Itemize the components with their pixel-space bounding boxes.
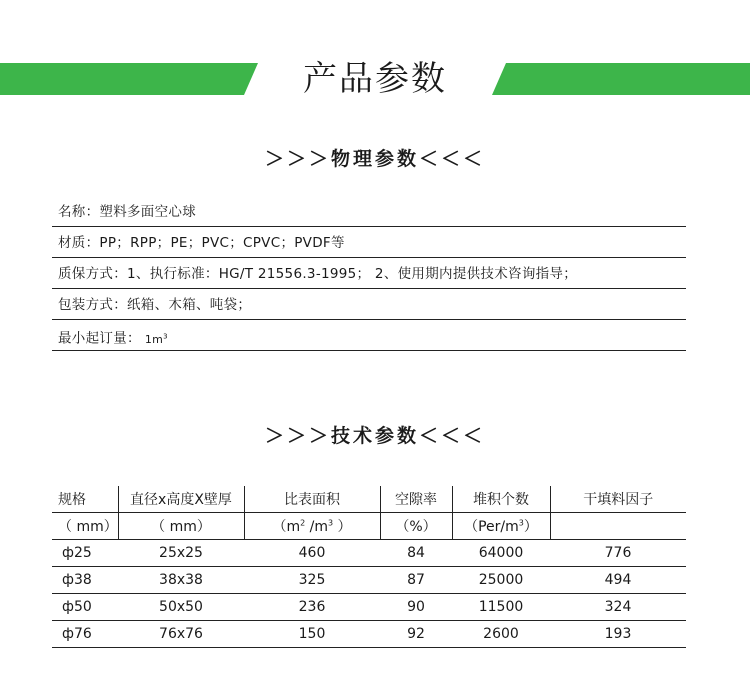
cell-count: 2600 [452,621,550,648]
material-row: 材质：PP；RPP；PE；PVC；CPVC；PVDF等 [52,227,686,258]
cell-size: 50x50 [118,594,244,621]
packaging-row: 包装方式：纸箱、木箱、吨袋； [52,289,686,320]
col-void-ratio: 空隙率 [380,486,452,513]
title-banner-right [492,63,750,95]
cell-surface-area: 325 [244,567,380,594]
cell-size: 25x25 [118,540,244,567]
col-packing-factor: 干填料因子 [550,486,686,513]
moq-row [52,320,686,351]
cell-void-ratio: 84 [380,540,452,567]
col-size: 直径x高度X壁厚 [118,486,244,513]
table-row [52,621,686,648]
cell-count: 11500 [452,594,550,621]
table-row [52,540,686,567]
unit-void-ratio: （%） [380,513,452,540]
col-spec: 规格 [52,486,118,513]
cell-spec: ф50 [52,594,118,621]
technical-params-table [52,486,686,648]
title-banner-left [0,63,258,95]
unit-size: （ mm） [118,513,244,540]
cell-spec: ф76 [52,621,118,648]
physical-params-list [52,196,686,351]
cell-surface-area: 236 [244,594,380,621]
cell-void-ratio: 87 [380,567,452,594]
moq-value: $1m^3$ [144,332,168,346]
col-count: 堆积个数 [452,486,550,513]
cell-count: 64000 [452,540,550,567]
cell-packing-factor: 494 [550,567,686,594]
unit-spec: （ mm） [52,513,118,540]
table-row [52,594,686,621]
col-surface-area: 比表面积 [244,486,380,513]
unit-surface-area: （$m^2$ $/m^3$ ） [244,513,380,540]
table-header-row [52,486,686,513]
table-unit-row [52,513,686,540]
cell-spec: ф25 [52,540,118,567]
page-title: 产品参数 [303,59,447,99]
product-name-row: 名称：塑料多面空心球 [52,196,686,227]
cell-packing-factor: 776 [550,540,686,567]
table-row [52,567,686,594]
cell-void-ratio: 92 [380,621,452,648]
cell-size: 38x38 [118,567,244,594]
technical-params-heading: ＞＞＞技术参数＜＜＜ [264,425,485,447]
physical-params-heading: ＞＞＞物理参数＜＜＜ [264,148,485,170]
cell-packing-factor: 324 [550,594,686,621]
unit-packing-factor [550,513,686,540]
cell-surface-area: 150 [244,621,380,648]
moq-label: 最小起订量： [58,330,141,347]
cell-size: 76x76 [118,621,244,648]
unit-count: $(Per/m^3)$ [452,513,550,540]
cell-void-ratio: 90 [380,594,452,621]
cell-count: 25000 [452,567,550,594]
cell-spec: ф38 [52,567,118,594]
cell-packing-factor: 193 [550,621,686,648]
cell-surface-area: 460 [244,540,380,567]
warranty-row: 质保方式：1、执行标准：HG/T 21556.3-1995； 2、使用期内提供技术咨询指导； [52,258,686,289]
